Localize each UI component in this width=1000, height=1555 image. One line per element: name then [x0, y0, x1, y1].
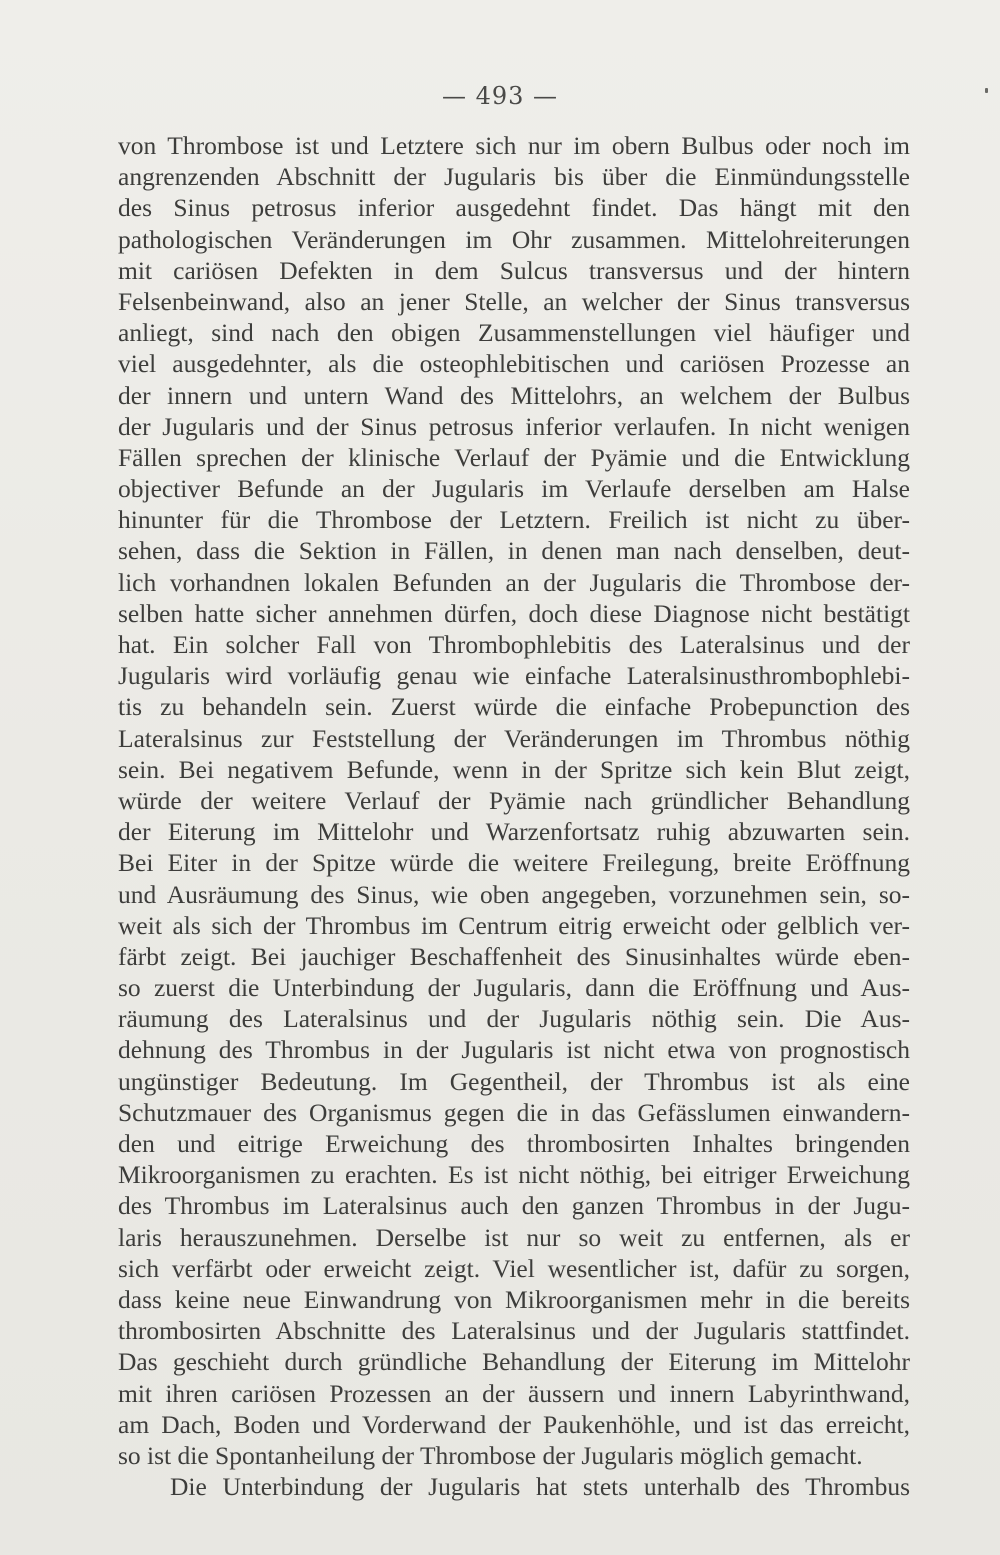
text-line: selben hatte sicher annehmen dürfen, doch diese Diagnose nicht bestätigt: [118, 598, 910, 628]
text-line: Schutzmauer des Organismus gegen die in das Gefässlumen einwandern-: [118, 1097, 910, 1127]
text-line: pathologischen Veränderungen im Ohr zusammen. Mittelohreiterungen: [118, 224, 910, 254]
text-line: der Jugularis und der Sinus petrosus inferior verlaufen. In nicht wenigen: [118, 411, 910, 441]
page-number: — 493 —: [441, 82, 559, 110]
text-line: am Dach, Boden und Vorderwand der Paukenhöhle, und ist das erreicht,: [118, 1409, 910, 1439]
text-line: Lateralsinus zur Feststellung der Veränderungen im Thrombus nöthig: [118, 723, 910, 753]
text-line: ungünstiger Bedeutung. Im Gegentheil, der Thrombus ist als eine: [118, 1066, 910, 1096]
text-line: viel ausgedehnter, als die osteophlebitischen und cariösen Prozesse an: [118, 349, 910, 379]
text-line: objectiver Befunde an der Jugularis im Verlaufe derselben am Halse: [118, 474, 910, 504]
text-line: laris herauszunehmen. Derselbe ist nur so weit zu entfernen, als er: [118, 1222, 910, 1252]
text-line: Bei Eiter in der Spitze würde die weitere Freilegung, breite Eröffnung: [118, 848, 910, 878]
text-line: sein. Bei negativem Befunde, wenn in der Spritze sich kein Blut zeigt,: [118, 754, 910, 784]
body-text: [118, 130, 910, 1502]
margin-speck: [985, 88, 988, 93]
text-line: Mikroorganismen zu erachten. Es ist nicht nöthig, bei eitriger Erweichung: [118, 1160, 910, 1190]
text-line: Felsenbeinwand, also an jener Stelle, an welcher der Sinus transversus: [118, 286, 910, 316]
text-line: angrenzenden Abschnitt der Jugularis bis über die Einmündungsstelle: [118, 162, 910, 192]
text-line: sich verfärbt oder erweicht zeigt. Viel wesentlicher ist, dafür zu sorgen,: [118, 1253, 910, 1283]
text-line: des Thrombus im Lateralsinus auch den ganzen Thrombus in der Jugu-: [118, 1191, 910, 1221]
text-line: würde der weitere Verlauf der Pyämie nach gründlicher Behandlung: [118, 785, 910, 815]
text-line: sehen, dass die Sektion in Fällen, in denen man nach denselben, deut-: [118, 536, 910, 566]
text-line: anliegt, sind nach den obigen Zusammenstellungen viel häufiger und: [118, 318, 910, 348]
text-line: dass keine neue Einwandrung von Mikroorganismen mehr in die bereits: [118, 1284, 910, 1314]
text-line: dehnung des Thrombus in der Jugularis ist nicht etwa von prognostisch: [118, 1035, 910, 1065]
text-line: tis zu behandeln sein. Zuerst würde die einfache Probepunction des: [118, 692, 910, 722]
text-line: so ist die Spontanheilung der Thrombose der Jugularis möglich gemacht.: [118, 1440, 863, 1470]
text-line: lich vorhandnen lokalen Befunden an der Jugularis die Thrombose der-: [118, 567, 910, 597]
text-line: mit ihren cariösen Prozessen an der äussern und innern Labyrinthwand,: [118, 1378, 910, 1408]
text-line: des Sinus petrosus inferior ausgedehnt findet. Das hängt mit den: [118, 193, 910, 223]
text-line: den und eitrige Erweichung des thrombosirten Inhaltes bringenden: [118, 1129, 910, 1158]
text-line: so zuerst die Unterbindung der Jugularis, dann die Eröffnung und Aus-: [118, 973, 910, 1003]
text-line: hinunter für die Thrombose der Letztern. Freilich ist nicht zu über-: [118, 505, 910, 535]
text-line: Das geschieht durch gründliche Behandlung der Eiterung im Mittelohr: [118, 1347, 910, 1377]
text-line: färbt zeigt. Bei jauchiger Beschaffenheit des Sinusinhaltes würde eben-: [118, 941, 910, 971]
text-line: von Thrombose ist und Letztere sich nur im obern Bulbus oder noch im: [118, 131, 910, 160]
text-line: weit als sich der Thrombus im Centrum eitrig erweicht oder gelblich ver-: [118, 910, 910, 940]
text-line: thrombosirten Abschnitte des Lateralsinus und der Jugularis stattfindet.: [118, 1316, 910, 1346]
text-line: Die Unterbindung der Jugularis hat stets unterhalb des Thrombus: [170, 1472, 910, 1502]
text-line: und Ausräumung des Sinus, wie oben angegeben, vorzunehmen sein, so-: [118, 879, 910, 909]
text-line: der innern und untern Wand des Mittelohrs, an welchem der Bulbus: [118, 380, 910, 410]
text-line: mit cariösen Defekten in dem Sulcus transversus und der hintern: [118, 255, 910, 285]
text-line: Jugularis wird vorläufig genau wie einfache Lateralsinusthrombophlebi-: [118, 661, 910, 691]
text-line: der Eiterung im Mittelohr und Warzenfortsatz ruhig abzuwarten sein.: [118, 817, 910, 847]
text-line: Fällen sprechen der klinische Verlauf der Pyämie und die Entwicklung: [118, 442, 910, 472]
text-line: hat. Ein solcher Fall von Thrombophlebitis des Lateralsinus und der: [118, 630, 910, 659]
text-line: räumung des Lateralsinus und der Jugularis nöthig sein. Die Aus-: [118, 1004, 910, 1034]
